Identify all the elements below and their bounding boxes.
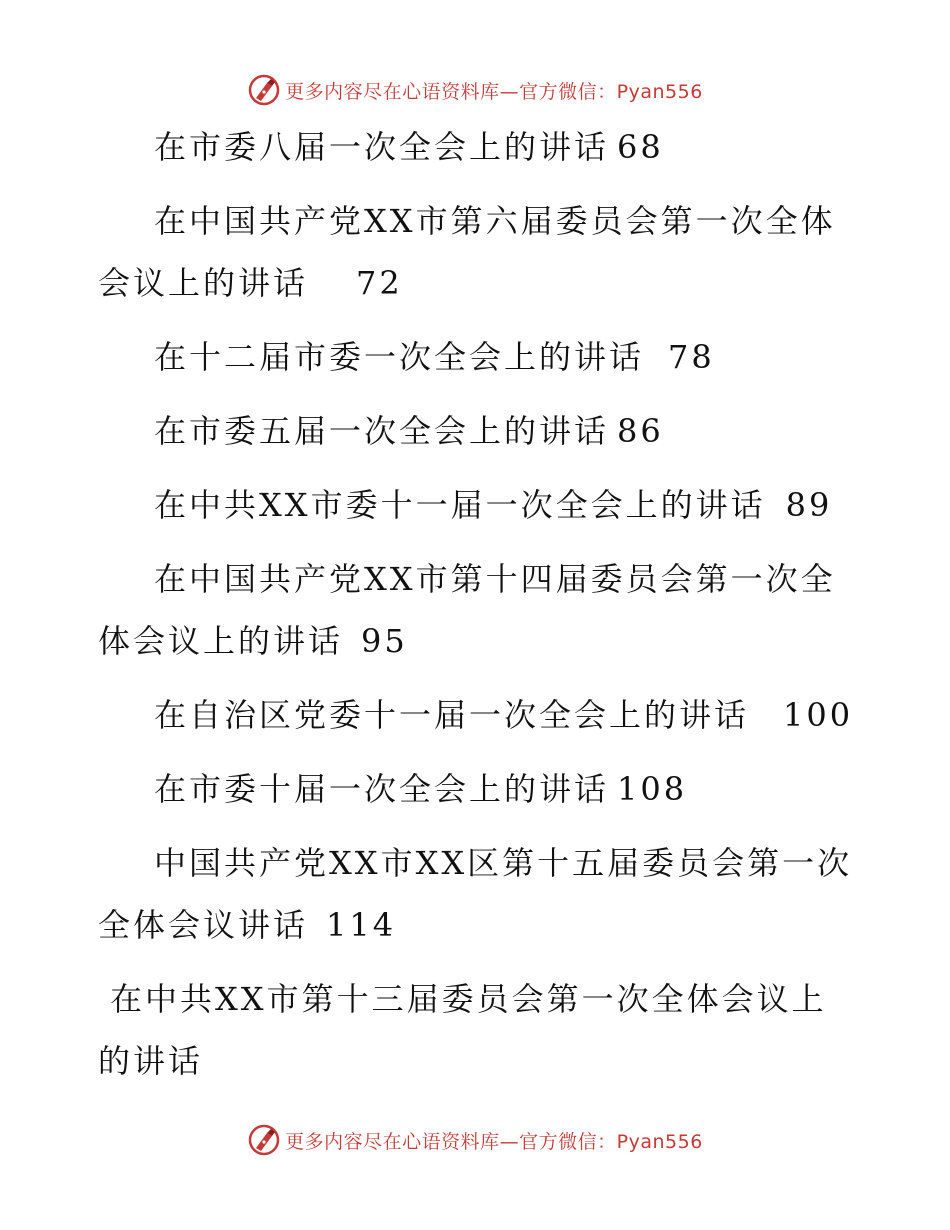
footer-banner bbox=[0, 1120, 950, 1160]
toc-entry[interactable] bbox=[98, 758, 858, 820]
toc-entry-page: 108 bbox=[617, 770, 688, 808]
pen-nib-logo-icon bbox=[247, 1123, 281, 1157]
toc-entry-title: 在市委五届一次全会上的讲话 bbox=[154, 412, 610, 450]
toc-entry-page: 89 bbox=[785, 486, 833, 524]
toc-entry[interactable] bbox=[98, 548, 858, 672]
toc-entry-title: 在中共XX市第十三届委员会第一次全体会议上的讲话 bbox=[98, 980, 827, 1080]
toc-entry-page: 100 bbox=[783, 696, 854, 734]
banner-text: 更多内容尽在心语资料库—官方微信：Pyan556 bbox=[285, 1130, 703, 1153]
banner-text: 更多内容尽在心语资料库—官方微信：Pyan556 bbox=[285, 80, 703, 103]
toc-entry-page: 86 bbox=[617, 412, 664, 450]
toc-entry-page: 68 bbox=[617, 128, 664, 166]
toc-entry-title: 在中国共产党XX市第六届委员会第一次全体会议上的讲话 bbox=[98, 202, 836, 302]
toc-entry[interactable] bbox=[98, 474, 858, 536]
toc-entry[interactable] bbox=[98, 968, 858, 1092]
header-banner bbox=[0, 70, 950, 110]
toc-entry-title: 在自治区党委十一届一次全会上的讲话 bbox=[154, 696, 750, 734]
toc-entry-page: 95 bbox=[361, 622, 408, 660]
toc-entry[interactable] bbox=[98, 190, 858, 314]
toc-entry-title: 在中共XX市委十一届一次全会上的讲话 bbox=[154, 486, 766, 524]
toc-entry-title: 在市委十届一次全会上的讲话 bbox=[154, 770, 610, 808]
toc-entry-page: 78 bbox=[668, 338, 715, 376]
toc-entry[interactable] bbox=[98, 832, 858, 956]
toc-entry-page: 114 bbox=[326, 906, 397, 944]
toc-entry-title: 在市委八届一次全会上的讲话 bbox=[154, 128, 610, 166]
footer-banner-content bbox=[247, 1123, 703, 1157]
toc-entry[interactable] bbox=[98, 326, 858, 388]
toc-entry-title: 在中国共产党XX市第十四届委员会第一次全体会议上的讲话 bbox=[98, 560, 836, 660]
header-banner-content bbox=[247, 73, 703, 107]
toc-entry[interactable] bbox=[98, 116, 858, 178]
table-of-contents bbox=[98, 116, 858, 1104]
pen-nib-logo-icon bbox=[247, 73, 281, 107]
toc-entry-title: 中国共产党XX市XX区第十五届委员会第一次全体会议讲话 bbox=[98, 844, 853, 944]
toc-entry-page: 72 bbox=[356, 264, 403, 302]
toc-entry[interactable] bbox=[98, 400, 858, 462]
toc-entry[interactable] bbox=[98, 684, 858, 746]
toc-entry-title: 在十二届市委一次全会上的讲话 bbox=[154, 338, 645, 376]
